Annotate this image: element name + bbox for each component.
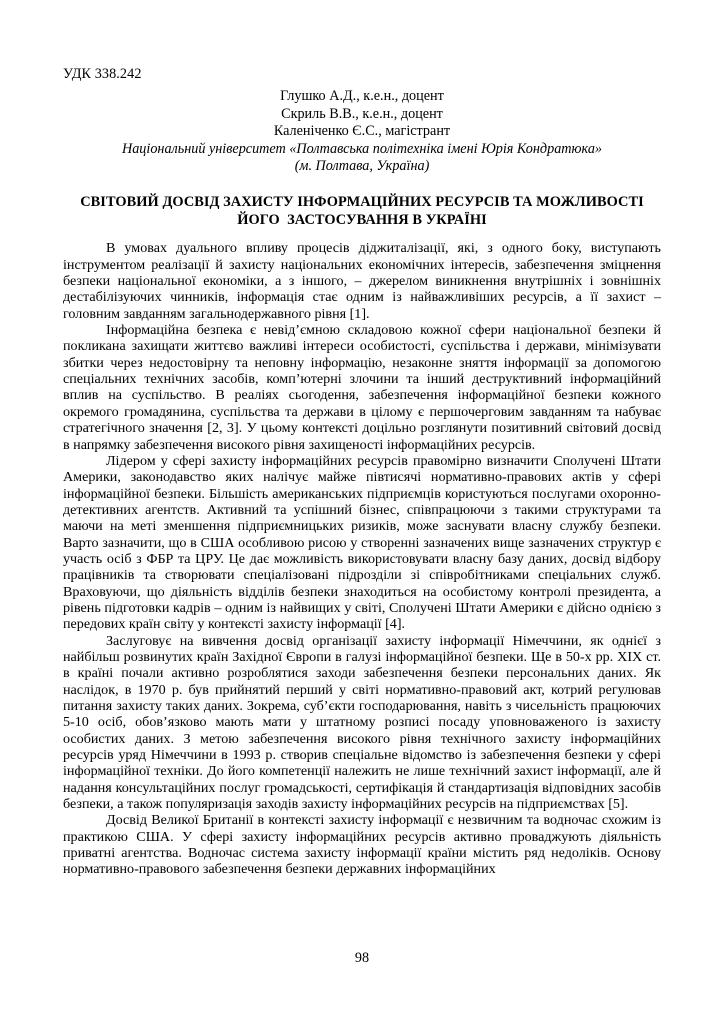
- paragraph: Заслуговує на вивчення досвід організації захисту інформації Німеччини, як однієї з найбільш розвинутих країн Західної Європи в галузі інформаційної безпеки. Ще в 50-х рр. XIX ст. в країні почали активно розроблятися заходи забезпечення безпеки персональних даних. Як наслідок, в 1970 р. був прийнятий перший у світі нормативно-правовий акт, котрий регулював питання захисту таких даних. Зокрема, суб’єкти господарювання, навіть з чисельність працюючих 5-10 осіб, обов’язково мають мати у штатному розписі посаду уповноваженого із захисту особистих даних. З метою забезпечення високого рівня технічного захисту інформаційних ресурсів уряд Німеччини в 1993 р. створив спеціальне відомство із забезпечення безпеки у сфері інформаційної техніки. До його компетенції належить не лише технічний захист інформації, але й надання консультаційних послуг громадськості, сертифікація й стандартизація відповідних засобів безпеки, а також популяризація заходів захисту інформаційних ресурсів на підприємствах [5].: [63, 632, 661, 813]
- page-content: [63, 66, 661, 878]
- paragraph: Досвід Великої Британії в контексті захисту інформації є незвичним та водночас схожим із практикою США. У сфері захисту інформаційних ресурсів активно проваджують діяльність приватні агентства. Водночас система захисту інформації країни містить ряд недоліків. Основу нормативно-правового забезпечення безпеки державних інформаційних: [63, 812, 661, 878]
- author-block: [63, 88, 661, 141]
- affiliation-city: (м. Полтава, Україна): [294, 158, 430, 175]
- title-line: ЙОГО ЗАСТОСУВАННЯ В УКРАЇНІ: [237, 212, 487, 229]
- author-line: Скриль В.В., к.е.н., доцент: [281, 105, 443, 122]
- body-text: [63, 240, 661, 877]
- page-title: [63, 193, 661, 229]
- paragraph: Лідером у сфері захисту інформаційних ресурсів правомірно визначити Сполучені Штати Америки, законодавство яких налічує майже півтисячі нормативно-правових актів у сфері інформаційної безпеки. Більшість американських підприємців користуються послугами охоронно-детективних агентств. Активний та успішний бізнес, співпрацюючи з такими структурами та маючи на меті зменшення підприємницьких ризиків, може заснувати власну службу безпеки. Варто зазначити, що в США особливою рисою у створенні зазначених вище зазначених структур є участь осіб з ФБР та ЦРУ. Це дає можливість використовувати власну базу даних, досвід відбору працівників та створювати спеціалізовані підрозділи зі співробітниками спеціальних служб. Враховуючи, що діяльність відділів безпеки знаходиться на особистому контролі президента, а рівень підготовки кадрів – одним із найвищих у світі, Сполучені Штати Америки є дійсно однією з передових країн світу у контексті захисту інформації [4].: [63, 452, 661, 633]
- paragraph: В умовах дуального впливу процесів діджиталізації, які, з одного боку, виступають інструментом реалізації й захисту національних економічних інтересів, забезпечення зміцнення безпеки національної економіки, а з іншого, – джерелом виникнення внутрішніх і зовнішніх дестабілізуючих чинників, інформація стає одним із найважливіших ресурсів, а її захист – головним завданням загальнодержавного рівня [1].: [63, 240, 661, 322]
- paragraph: Інформаційна безпека є невід’ємною складовою кожної сфери національної безпеки й покликана захищати життєво важливі інтереси особистості, суспільства і держави, мінімізувати збитки через недостовірну та неповну інформацію, незаконне зняття інформації за допомогою спеціальних технічних засобів, комп’ютерні злочини та інший деструктивний інформаційний вплив на суспільство. В реаліях сьогодення, забезпечення інформаційної безпеки кожного окремого громадянина, суспільства та держави в цілому є першочерговим завданням та набуває стратегічного значення [2, 3]. У цьому контексті доцільно розглянути позитивний світовий досвід в напрямку забезпечення високого рівня захищеності інформаційних ресурсів.: [63, 322, 661, 453]
- author-line: Каленіченко Є.С., магістрант: [273, 123, 451, 140]
- author-line: Глушко А.Д., к.е.н., доцент: [280, 88, 444, 104]
- affiliation-institution: Національний університет «Полтавська політехніка імені Юрія Кондратюка»: [121, 140, 603, 157]
- udc-code: УДК 338.242: [63, 66, 142, 82]
- page-number: 98: [354, 950, 370, 966]
- title-line: СВІТОВИЙ ДОСВІД ЗАХИСТУ ІНФОРМАЦІЙНИХ РЕСУРСІВ ТА МОЖЛИВОСТІ: [80, 193, 644, 210]
- affiliation-block: [63, 141, 661, 176]
